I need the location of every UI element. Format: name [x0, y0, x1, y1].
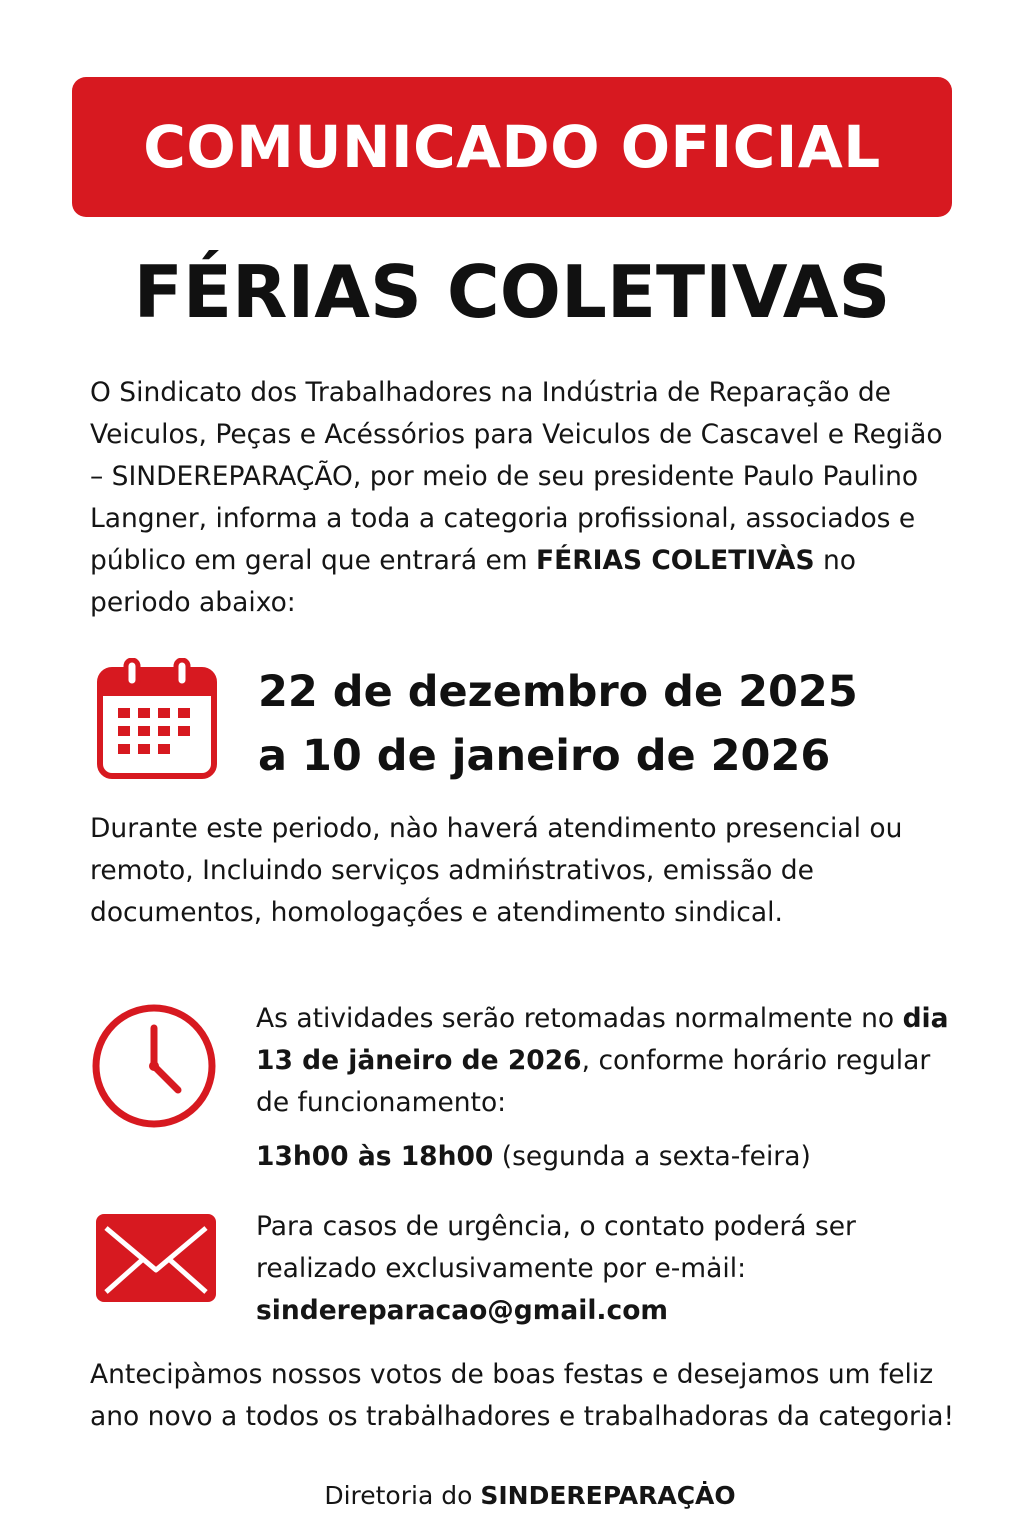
- resume-date: dia 13 de jȧneiro de 2026: [256, 1003, 949, 1076]
- envelope-icon: [96, 1214, 216, 1302]
- banner-title: COMUNICADO OFICIAL: [143, 113, 881, 181]
- contact-email[interactable]: sindereparacao@gmail.com: [256, 1295, 669, 1326]
- business-hours: [256, 1136, 811, 1178]
- period-end: a 10 de janeiro de 2026: [258, 731, 831, 781]
- signature-org: SINDEREPARAÇȦO: [480, 1481, 736, 1510]
- resume-suffix: , conforme horário regular de funcionamento:: [256, 1045, 931, 1118]
- hours-note: (segunda a sexta-feira): [493, 1141, 811, 1172]
- calendar-icon: [96, 658, 218, 780]
- closing-message: Antecipàmos nossos votos de boas festas e desejamos um feliz ano novo a todos os trabȧlhadores e trabalhadoras da categoria!: [90, 1359, 955, 1432]
- signature-prefix: Diretoria do: [324, 1481, 481, 1510]
- urgent-contact-text: Para casos de urgência, o contato poderá ser realizado exclusivamente por e-mȧil:: [256, 1211, 856, 1284]
- header-banner: [72, 77, 952, 217]
- hours-value: 13h00 às 18h00: [256, 1141, 494, 1172]
- vacation-period: [258, 660, 858, 788]
- clock-icon: [90, 1002, 218, 1130]
- intro-text: O Sindicato dos Trabalhadores na Indústria de Reparação de Veiculos, Peças e Acéssórios para Veiculos de Cascavel e Região – SINDEREPARAÇÃO, por meio de seu presidente Paulo Paulino Langner, informa a toda a categoria profissional, associados e público em geral que entrará em: [90, 377, 943, 576]
- intro-suffix: no periodo abaixo:: [90, 545, 856, 618]
- no-service-notice: Durante este periodo, nào haverá atendimento presencial ou remoto, Incluindo serviços admiństrativos, emissão de documentos, homologaçṍes e atendimento sindical.: [90, 813, 903, 928]
- page-title: FÉRIAS COLETIVAS: [133, 250, 891, 334]
- resume-notice: [256, 998, 956, 1124]
- signature: [0, 1476, 1024, 1516]
- resume-prefix: As atividades serão retomadas normalmente no: [256, 1003, 903, 1034]
- intro-bold: FÉRIAS COLETIVÀS: [536, 545, 815, 576]
- intro-paragraph: [90, 372, 960, 624]
- period-start: 22 de dezembro de 2025: [258, 667, 858, 717]
